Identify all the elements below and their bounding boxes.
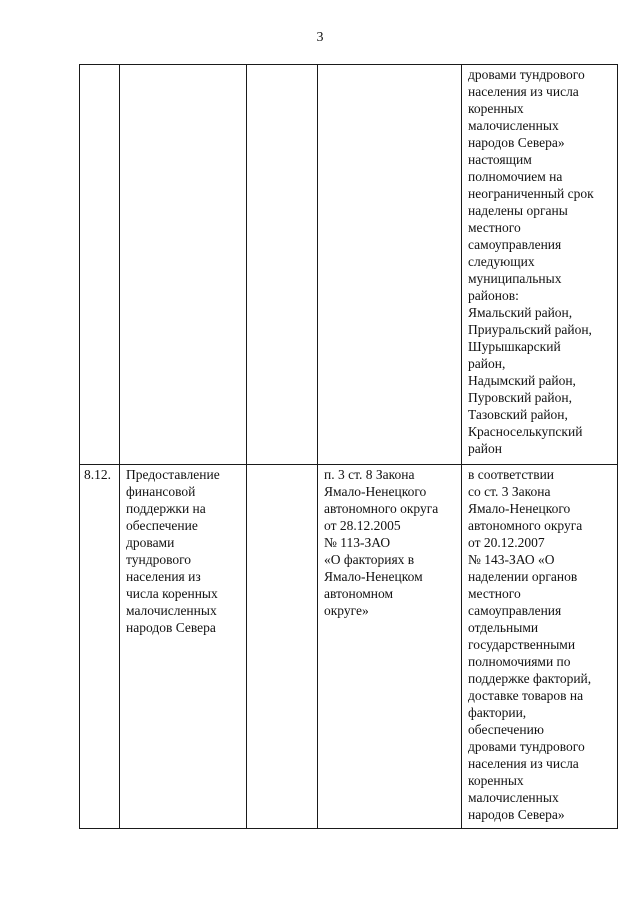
- cell-text-line: малочисленных: [468, 118, 559, 133]
- cell-text-line: полномочием на: [468, 169, 563, 184]
- cell-text-line: от 28.12.2005: [324, 518, 401, 533]
- cell-text-line: народов Севера: [126, 620, 216, 635]
- cell-text-line: местного: [468, 220, 521, 235]
- cell-text-line: Ямало-Ненецкого: [468, 501, 571, 516]
- cell-text-line: Надымский район,: [468, 373, 576, 388]
- cell-text-line: Красноселькупский: [468, 424, 583, 439]
- cell-text-line: малочисленных: [468, 790, 559, 805]
- cell-text-line: тундрового: [126, 552, 192, 567]
- cell-text-line: отдельными: [468, 620, 539, 635]
- cell-text-line: Ямальский район,: [468, 305, 573, 320]
- cell-text-line: населения из числа: [468, 756, 579, 771]
- cell-text-line: народов Севера»: [468, 807, 565, 822]
- cell-text-line: № 143-ЗАО «О: [468, 552, 555, 567]
- cell-text-line: № 113-ЗАО: [324, 535, 391, 550]
- cell-text-line: автономного округа: [324, 501, 439, 516]
- cell-text-line: «О факториях в: [324, 552, 415, 567]
- cell-text-line: в соответствии: [468, 467, 555, 482]
- cell-text-line: Приуральский район,: [468, 322, 592, 337]
- cell-text-line: доставке товаров на: [468, 688, 584, 703]
- cell-text-line: коренных: [468, 101, 524, 116]
- cell-text-line: район: [468, 441, 502, 456]
- legal-basis-cell: [318, 465, 462, 829]
- cell-text-line: обеспечению: [468, 722, 544, 737]
- cell-text-line: Тазовский район,: [468, 407, 568, 422]
- empty-cell: [247, 65, 318, 465]
- legal-basis-cell: [318, 65, 462, 465]
- cell-text-line: дровами тундрового: [468, 67, 585, 82]
- cell-text-line: п. 3 ст. 8 Закона: [324, 467, 415, 482]
- cell-text-line: государственными: [468, 637, 576, 652]
- cell-text-line: следующих: [468, 254, 535, 269]
- cell-text-line: малочисленных: [126, 603, 217, 618]
- table-row: [80, 465, 618, 829]
- cell-text-line: населения из числа: [468, 84, 579, 99]
- document-table: [79, 64, 618, 829]
- cell-text-line: от 20.12.2007: [468, 535, 545, 550]
- cell-text-line: со ст. 3 Закона: [468, 484, 551, 499]
- row-number-cell: [80, 65, 120, 465]
- cell-text-line: Шурышкарский: [468, 339, 561, 354]
- cell-text-line: Пуровский район,: [468, 390, 572, 405]
- cell-text-line: автономного округа: [468, 518, 583, 533]
- cell-text-line: полномочиями по: [468, 654, 571, 669]
- cell-text-line: Ямало-Ненецком: [324, 569, 423, 584]
- cell-text-line: район,: [468, 356, 506, 371]
- cell-text-line: самоуправления: [468, 603, 562, 618]
- cell-text-line: дровами: [126, 535, 175, 550]
- authority-cell: [462, 465, 618, 829]
- name-cell: [120, 65, 247, 465]
- cell-text-line: муниципальных: [468, 271, 562, 286]
- cell-text-line: самоуправления: [468, 237, 562, 252]
- cell-text-line: Предоставление: [126, 467, 220, 482]
- cell-text-line: наделены органы: [468, 203, 568, 218]
- cell-text-line: обеспечение: [126, 518, 198, 533]
- row-number-cell: 8.12.: [80, 465, 120, 829]
- cell-text-line: числа коренных: [126, 586, 218, 601]
- cell-text-line: финансовой: [126, 484, 196, 499]
- empty-cell: [247, 465, 318, 829]
- cell-text-line: автономном: [324, 586, 394, 601]
- cell-text-line: Ямало-Ненецкого: [324, 484, 427, 499]
- table-row: [80, 65, 618, 465]
- cell-text-line: районов:: [468, 288, 519, 303]
- name-cell: [120, 465, 247, 829]
- cell-text-line: населения из: [126, 569, 201, 584]
- cell-text-line: коренных: [468, 773, 524, 788]
- cell-text-line: настоящим: [468, 152, 532, 167]
- cell-text-line: поддержке факторий,: [468, 671, 592, 686]
- cell-text-line: округе»: [324, 603, 369, 618]
- cell-text-line: поддержки на: [126, 501, 206, 516]
- cell-text-line: наделении органов: [468, 569, 578, 584]
- cell-text-line: фактории,: [468, 705, 527, 720]
- cell-text-line: дровами тундрового: [468, 739, 585, 754]
- authority-cell: [462, 65, 618, 465]
- cell-text-line: местного: [468, 586, 521, 601]
- cell-text-line: народов Севера»: [468, 135, 565, 150]
- page-number: 3: [316, 30, 324, 45]
- cell-text-line: неограниченный срок: [468, 186, 594, 201]
